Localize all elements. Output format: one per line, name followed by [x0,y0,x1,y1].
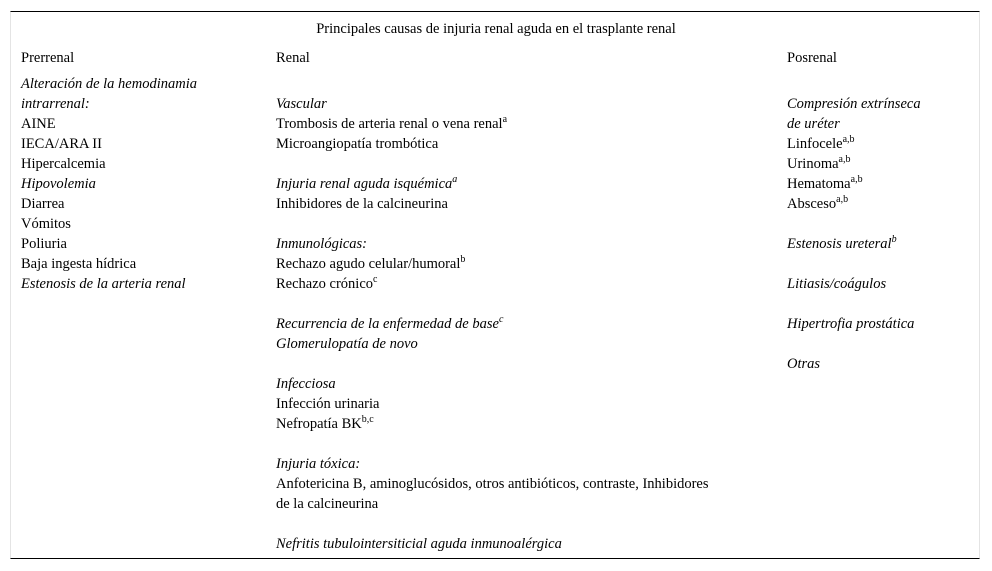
prerrenal-item-text: Baja ingesta hídrica [21,256,137,272]
renal-item-text: Vascular [276,96,327,112]
posrenal-item-footnote: a,b [850,174,863,185]
renal-item-text: Infecciosa [276,376,336,392]
renal-item-footnote: b,c [361,414,374,425]
posrenal-item-text: Estenosis ureteral [787,236,892,252]
renal-item-text: de la calcineurina [276,496,379,512]
posrenal-item [787,254,921,274]
renal-item [276,154,709,174]
posrenal-item [787,74,921,94]
renal-item-footnote: c [498,314,504,325]
prerrenal-item-text: Vómitos [21,216,71,232]
renal-item [276,494,709,514]
renal-item-text: Inmunológicas: [276,236,368,252]
renal-item [276,454,709,474]
prerrenal-item-text: Hipercalcemia [21,156,106,172]
table-title: Principales causas de injuria renal aguda en el trasplante renal [316,21,676,37]
header-renal: Renal [276,50,310,66]
causes-table [10,11,980,559]
renal-item-footnote: a [502,114,508,125]
renal-item [276,374,709,394]
renal-item [276,134,709,154]
prerrenal-item-text: Alteración de la hemodinamia [21,76,197,92]
posrenal-item [787,134,921,154]
posrenal-item-text: Compresión extrínseca [787,96,921,112]
renal-item [276,314,709,334]
prerrenal-item [21,234,197,254]
posrenal-item-text: de uréter [787,116,840,132]
prerrenal-item-text: Estenosis de la arteria renal [21,276,186,292]
posrenal-item [787,94,921,114]
prerrenal-item-text: Hipovolemia [21,176,96,192]
posrenal-item-text: Absceso [787,196,837,212]
renal-item-text: Injuria tóxica: [276,456,361,472]
prerrenal-item-text: Poliuria [21,236,67,252]
posrenal-item [787,334,921,354]
renal-item-text: Rechazo agudo celular/humoral [276,256,461,272]
renal-item-text: Injuria renal aguda isquémica [276,176,453,192]
prerrenal-item-text: AINE [21,116,56,132]
renal-item [276,174,709,194]
renal-item [276,414,709,434]
renal-item [276,354,709,374]
posrenal-item [787,174,921,194]
prerrenal-item [21,154,197,174]
renal-item-footnote: a [452,174,458,185]
renal-item-text: Infección urinaria [276,396,380,412]
renal-item-text: Recurrencia de la enfermedad de base [276,316,499,332]
prerrenal-item [21,214,197,234]
posrenal-item [787,114,921,134]
column-posrenal [787,74,921,374]
renal-item [276,534,709,554]
posrenal-item-footnote: a,b [842,134,855,145]
renal-item-text: Trombosis de arteria renal o vena renal [276,116,503,132]
renal-item-text: Nefropatía BK [276,416,362,432]
posrenal-item-text: Litiasis/coágulos [787,276,887,292]
posrenal-item-text: Otras [787,356,821,372]
renal-item-text: Nefritis tubulointersiticial aguda inmunoalérgica [276,536,562,552]
column-prerrenal [21,74,197,294]
prerrenal-item [21,274,197,294]
renal-item [276,114,709,134]
renal-item [276,234,709,254]
renal-item [276,194,709,214]
posrenal-item-footnote: b [891,234,897,245]
renal-item-text: Anfotericina B, aminoglucósidos, otros antibióticos, contraste, Inhibidores [276,476,709,492]
posrenal-item [787,194,921,214]
prerrenal-item [21,114,197,134]
renal-item [276,274,709,294]
renal-item [276,294,709,314]
posrenal-item [787,294,921,314]
renal-item [276,474,709,494]
posrenal-item [787,274,921,294]
renal-item [276,214,709,234]
renal-item-footnote: b [460,254,466,265]
prerrenal-item [21,174,197,194]
renal-item-text: Microangiopatía trombótica [276,136,439,152]
posrenal-item [787,214,921,234]
posrenal-item [787,314,921,334]
renal-item [276,514,709,534]
prerrenal-item-text: IECA/ARA II [21,136,102,152]
posrenal-item-text: Hematoma [787,176,851,192]
renal-item-text: Glomerulopatía de novo [276,336,418,352]
renal-item [276,74,709,94]
posrenal-item-text: Linfocele [787,136,843,152]
renal-item [276,334,709,354]
posrenal-item [787,234,921,254]
prerrenal-item [21,74,197,94]
renal-item [276,434,709,454]
renal-item-text: Rechazo crónico [276,276,374,292]
prerrenal-item [21,134,197,154]
posrenal-item [787,154,921,174]
posrenal-item-footnote: a,b [836,194,849,205]
header-posrenal: Posrenal [787,50,837,66]
column-renal [276,74,709,554]
prerrenal-item [21,94,197,114]
posrenal-item-footnote: a,b [838,154,851,165]
renal-item-footnote: c [373,274,378,285]
posrenal-item-text: Hipertrofia prostática [787,316,915,332]
renal-item [276,254,709,274]
renal-item [276,394,709,414]
prerrenal-item-text: intrarrenal: [21,96,90,112]
prerrenal-item [21,254,197,274]
prerrenal-item [21,194,197,214]
prerrenal-item-text: Diarrea [21,196,65,212]
renal-item-text: Inhibidores de la calcineurina [276,196,448,212]
posrenal-item-text: Urinoma [787,156,839,172]
renal-item [276,94,709,114]
posrenal-item [787,354,921,374]
header-prerrenal: Prerrenal [21,50,75,66]
